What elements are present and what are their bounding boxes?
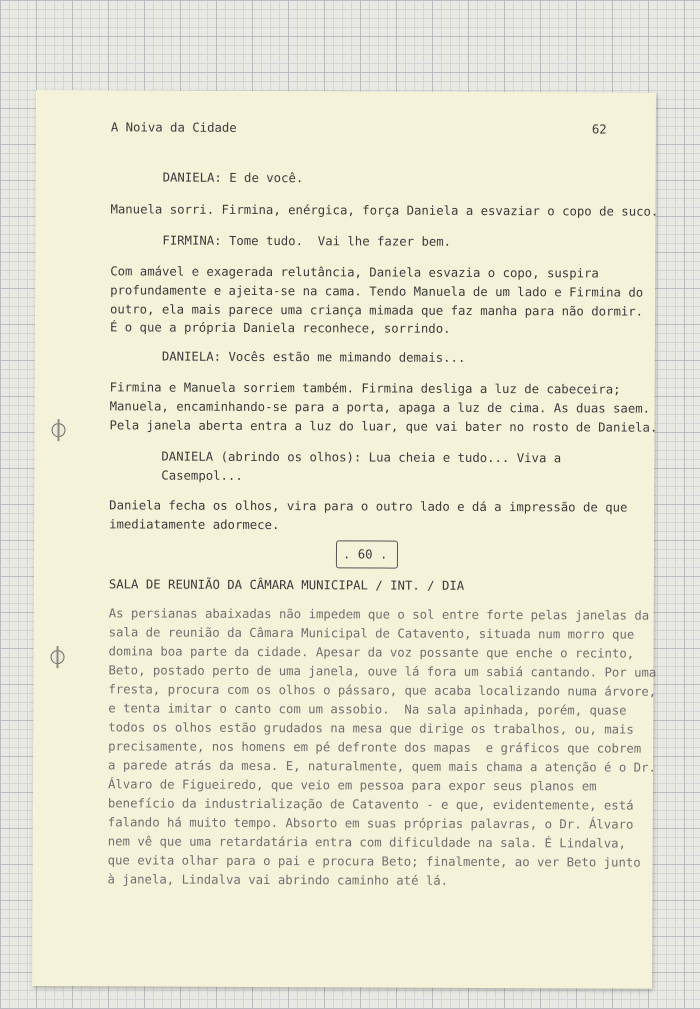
- action-line: a parede atrás da mesa. E, naturalmente, quem mais chama a atenção é o Dr.: [108, 758, 656, 775]
- action-line: e tenta imitar o canto com um assobio. Na sala apinhada, porém, quase: [108, 701, 627, 718]
- action-line: sala de reunião da Câmara Municipal de Catavento, situada num morro que: [108, 625, 635, 642]
- action-line: Álvaro de Figueiredo, que veio em pessoa para expor seus planos em: [107, 777, 597, 794]
- action-line: à janela, Lindalva vai abrindo caminho até lá.: [107, 872, 449, 888]
- action-line: outro, ela mais parece uma criança mimada que faz manha para não dormir.: [110, 302, 644, 319]
- action-line: fresta, procura com os olhos o pássaro, que acaba localizando numa árvore,: [108, 682, 657, 699]
- action-line: Manuela sorri. Firmina, enérgica, força Daniela a esvaziar o copo de suco.: [110, 202, 659, 219]
- action-line: É o que a própria Daniela reconhece, sorrindo.: [109, 320, 451, 336]
- dialogue-line: FIRMINA: Tome tudo. Vai lhe fazer bem.: [162, 233, 452, 249]
- action-line: falando há muito tempo. Absorto em suas próprias palavras, o Dr. Álvaro: [107, 815, 634, 832]
- scene-number: . 60 .: [342, 547, 388, 562]
- dialogue-line: DANIELA: E de você.: [162, 170, 304, 186]
- scene-heading: SALA DE REUNIÃO DA CÂMARA MUNICIPAL / INT. / DIA: [108, 577, 465, 593]
- action-line: Firmina e Manuela sorriem também. Firmina desliga a luz de cabeceira;: [109, 380, 621, 397]
- punch-hole: [51, 423, 65, 437]
- script-page: [32, 90, 659, 989]
- action-line: Daniela fecha os olhos, vira para o outro lado e dá a impressão de que: [109, 498, 628, 515]
- page-header-title: A Noiva da Cidade: [110, 120, 237, 135]
- action-line: Manuela, encaminhando-se para a porta, apaga a luz de cima. As duas saem.: [109, 399, 651, 416]
- action-line: Com amável e exagerada relutância, Daniela esvazia o copo, suspira: [110, 264, 599, 281]
- action-line: profundamente e ajeita-se na cama. Tendo Manuela de um lado e Firmina do: [110, 283, 644, 300]
- dialogue-line: DANIELA: Vocês estão me mimando demais...: [161, 349, 466, 365]
- action-line: todos os olhos estão grudados na mesa que dirige os trabalhos, ou, mais: [108, 720, 634, 737]
- action-line: benefício da industrialização de Catavento - e que, evidentemente, está: [107, 796, 634, 813]
- action-line: nem vê que uma retardatária entra com dificuldade na sala. É Lindalva,: [107, 834, 626, 851]
- action-line: imediatamente adormece.: [109, 517, 280, 533]
- page-number: 62: [591, 122, 607, 137]
- action-line: que evita olhar para o pai e procura Beto; finalmente, ao ver Beto junto: [107, 853, 641, 870]
- punch-hole: [50, 650, 64, 664]
- action-line: As persianas abaixadas não impedem que o sol entre forte pelas janelas da: [108, 606, 650, 623]
- action-line: domina boa parte da cidade. Apesar da voz possante que enche o recinto,: [108, 644, 635, 661]
- action-line: Beto, postado perto de uma janela, ouve lá fora um sabiá cantando. Por uma: [108, 663, 657, 680]
- action-line: precisamente, nos homens em pé defronte dos mapas e gráficos que cobrem: [108, 739, 642, 756]
- action-line: Pela janela aberta entra a luz do luar, que vai bater no rosto de Daniela.: [109, 418, 658, 435]
- dialogue-line: DANIELA (abrindo os olhos): Lua cheia e tudo... Viva a: [161, 449, 562, 466]
- dialogue-line: Casempol...: [161, 468, 243, 483]
